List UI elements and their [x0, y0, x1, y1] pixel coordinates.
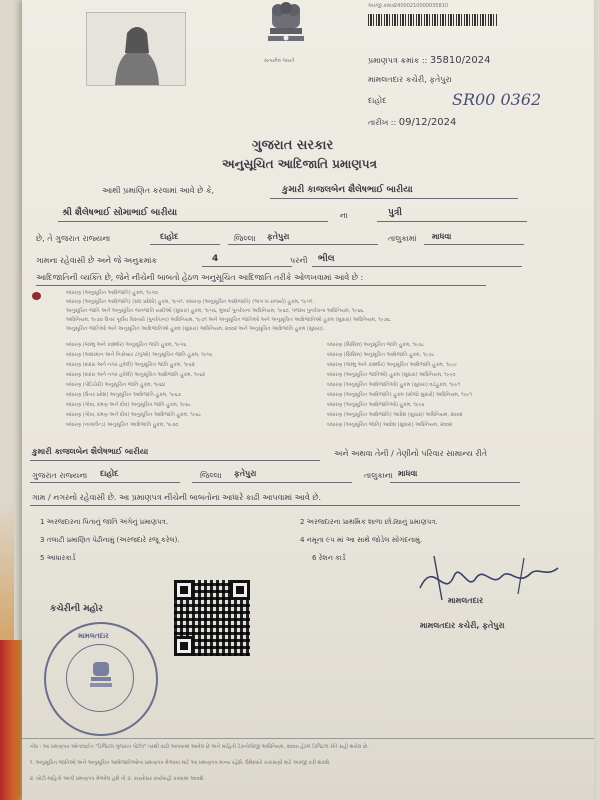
government-title: ગુજરાત સરકાર — [252, 138, 334, 153]
issue-date: 09/12/2024 — [398, 117, 457, 128]
certificate-title: અનુસૂચિત આદિજાતિ પ્રમાણપત્ર — [222, 157, 377, 171]
taluka-label: તાલુકામાં — [388, 234, 417, 243]
handwritten-register-number: SR00 0362 — [452, 90, 542, 109]
order-right-item: બંધારણ (અનુસૂચિત આદિજાતિ) આદેશ (સુધારા) અધિનિયમ, ૨૦૦૨ — [327, 412, 463, 418]
office-name: મામલતદાર કચેરી, ફતેપુરા — [368, 75, 452, 84]
ink-blot — [32, 292, 41, 300]
basis-item: 2 અરજદારના પ્રાથમિક શાળા છોડ્યાનું પ્રમાણપત્ર. — [300, 518, 438, 526]
district-label: દાહોદ — [368, 96, 387, 105]
law-line: અધિનિયમ, ૧૯૭૦ ઉત્તર પૂર્વીય વિસ્તારો (પુનર્રચના) અધિનિયમ, ૧૯૭૧ અને અનુસૂચિત જાતિઓ અને અનુસૂચિત આદિજાતિઓ હુકમ (સુધારા) અધિનિયમ, ૧૯૭૬. — [66, 317, 392, 323]
applicant-name: કુમારી કાજલબેન શૈલેષભાઈ બારીયા — [282, 185, 413, 195]
application-number-label: અરજી ક્રમાંક — [368, 3, 396, 9]
date-label: તારીખ — [368, 118, 389, 127]
order-left-item: બંધારણ (દાદરા અને નગર હવેલી) અનુસૂચિત જાતિ હુકમ, ૧૯૬૨ — [66, 362, 195, 368]
seal-ring-text: મામલતદાર — [78, 632, 109, 640]
order-left-item: બંધારણ (પોંડિચેરી) અનુસૂચિત જાતિ હુકમ, ૧૯૬૪ — [66, 382, 166, 388]
father-name: શ્રી શૈલેષભાઈ સોમાભાઈ બારીયા — [62, 208, 178, 218]
basis-item: 3 તલાટી પ્રમાણિત પેઢીનામું (અરજદારે રજૂ કરેલ). — [40, 536, 180, 544]
law-line: અનુસૂચિત જાતિઓ અને અનુસૂચિત આદિજાતિઓ હુકમ (સુધારા) અધિનિયમ, ૨૦૦૨ અને અનુસૂચિત આદિજાતિ હુકમ (સુધારા). — [66, 326, 325, 332]
pachhi-label: પરની — [290, 256, 308, 265]
order-right-item: બંધારણ (અનુસૂચિત આદિજાતિઓ) હુકમ (સુધારા) વટહુકમ, ૧૯૯૧ — [327, 382, 461, 388]
order-right-item: બંધારણ (અનુસૂચિત જાતિ) આદેશ (સુધારા) અધિનિયમ, ૨૦૦૨ — [327, 422, 453, 428]
certificate-number-label: પ્રમાણપત્ર ક્રમાંક — [368, 56, 420, 65]
barcode — [368, 14, 498, 26]
order-left-item: બંધારણ (નાગાલેન્ડ) અનુસૂચિત આદિજાતિ હુકમ, ૧૯૭૦ — [66, 422, 179, 428]
signatory-office: મામલતદાર કચેરી, ફતેપુરા — [420, 621, 505, 630]
certificate-document: સત્યમેવ જયતે અરજી ક્રમાંક 24000210000035810 પ્રમાણપત્ર ક્રમાંક :: 35810/2024 મામલતદાર કચેરી, ફતેપુરા દાહોદ SR00 0362 તારીખ :: 09/12/2024 ગુજરાત સરકાર અનુસૂચિત આદિજાતિ પ્રમાણપત્ર આથી પ્રમાણિત કરવામાં આવે છે કે, કુમારી કાજલબેન શૈલેષભાઈ બારીયા શ્રી શૈલેષભાઈ સોમાભાઈ બારીયા ના પુત્રી છે, તે ગુજરાત રાજ્યના દાહોદ જિલ્લા ફતેપુરા તાલુકામાં માધવા ગામના રહેવાસી છે અને જે અનુક્રમાંક 4 પરની ભીલ આદિજાતિની વ્યક્તિ છે, જેને નીચેની બાબતો હેઠળ અનુસૂચિત આદિજાતિ તરીકે ઓળખવામાં આવે છે : બંધારણ (અનુસૂચિત આદિજાતિ) હુકમ, ૧૯૫૦. બંધારણ (અનુસૂચિત આદિજાતિ) (સંઘ પ્રદેશો) હુકમ, ૧૯૫૧. બંધારણ (અનુસૂચિત આદિજાતિ) (ભાગ ખ રાજ્યો) હુકમ, ૧૯૫૧. અનુસૂચિત જાતિ અને અનુસૂચિત જનજાતિ યાદીઓ (સુધારા) હુકમ, ૧૯૫૬, મુંબઈ પુનર્રચના અધિનિયમ, ૧૯૬૦, પંજાબ પુનર્રચના અધિનિયમ, ૧૯૬૬. અધિનિયમ, ૧૯૭૦ ઉત્તર પૂર્વીય વિસ્તારો (પુનર્રચના) અધિનિયમ, ૧૯૭૧ અને અનુસૂચિત જાતિઓ અને અનુસૂચિત આદિજાતિઓ હુકમ (સુધારા) અધિનિયમ, ૧૯૭૬. અનુસૂચિત જાતિઓ અને અનુસૂચિત આદિજાતિઓ હુકમ (સુધારા) અધિનિયમ, ૨૦૦૨ અને અનુસૂચિત આદિજાતિ હુકમ (સુધારા). બંધારણ (જમ્મુ અને કાશ્મીર) અનુસૂચિત જાતિ હુકમ, ૧૯૫૬ બંધારણ (આંદામાન અને નિકોબાર ટાપુઓ) અનુસૂચિત જાતિ હુકમ, ૧૯૫૯ બંધારણ (દાદરા અને નગર હવેલી) અનુસૂચિત જાતિ હુકમ, ૧૯૬૨ બંધારણ (દાદરા અને નગર હવેલી) અનુસૂચિત આદિજાતિ હુકમ, ૧૯૬૨ બંધારણ (પોંડિચેરી) અનુસૂચિત જાતિ હુકમ, ૧૯૬૪ બંધારણ (ઉત્તર પ્રદેશ) અનુસૂચિત આદિજાતિ હુકમ, ૧૯૬૭ બંધારણ (ગોવા, દમણ અને દીવ) અનુસૂચિત જાતિ હુકમ, ૧૯૬૮ બંધારણ (ગોવા, દમણ અને દીવ) અનુસૂચિત આદિજાતિ હુકમ, ૧૯૬૮ બંધારણ (નાગાલેન્ડ) અનુસૂચિત આદિજાતિ હુકમ, ૧૯૭૦ બંધારણ (સિક્કિમ) અનુસૂચિત જાતિ હુકમ, ૧૯૭૮ બંધારણ (સિક્કિમ) અનુસૂચિત આદિજાતિ હુકમ, ૧૯૭૮ બંધારણ (જમ્મુ અને કાશ્મીર) અનુસૂચિત આદિજાતિ હુકમ, ૧૯૮૯ બંધારણ (અનુસૂચિત જાતિઓ) હુકમ (સુધારા) અધિનિયમ, ૧૯૯૦ બંધારણ (અનુસૂચિત આદિજાતિઓ) હુકમ (સુધારા) વટહુકમ, ૧૯૯૧ બંધારણ (અનુસૂચિત આદિજાતિ) હુકમ (બીજો સુધારો) અધિનિયમ, ૧૯૯૧ બંધારણ (અનુસૂચિત આદિજાતિઓ) હુકમ, ૧૯૯૬ બંધારણ (અનુસૂચિત આદિજાતિ) આદેશ (સુધારા) અધિનિયમ, ૨૦૦૨ બંધારણ (અનુસૂચિત જાતિ) આદેશ (સુધારા) અધિનિયમ, ૨૦૦૨ કુમારી કાજલબેન શૈલેષભાઈ બારીયા અને અથવા તેની / તેણીનો પરિવાર સામાન્ય રીતે ગુજરાત રાજ્યના દાહોદ જિલ્લા ફતેપુરા તાલુકાના માધવા ગામ / નગરનો રહેવાસી છે. આ પ્રમાણપત્ર નીચેની બાબતોના આધારે કાઢી આપવામાં આવે છે. 1 અરજદારના પિતાનું જાતિ અંગેનું પ્રમાણપત્ર. 2 અરજદારના પ્રાથમિક શાળા છોડ્યાનું પ્રમાણપત્ર. 3 તલાટી પ્રમાણિત પેઢીનામું (અરજદારે રજૂ કરેલ). 4 નમૂના ૯૫ માં આ સાથે જોડેલ સોગંદનામું. 5 આધારકાર્ડ 6 રેશન કાર્ડ મામલતદાર મામલતદાર કચેરી, ફતેપુરા કચેરીની મહોર મામલતદાર નોંધ : આ પ્રમાણપત્ર ઓનલાઈન "ડિજિટલ ગુજરાત પોર્ટલ" પરથી કાઢી આપવામાં આવેલ છે અને માહિતી ટેકનોલોજી અધિનિયમ, ૨૦૦૦ હેઠળ ડિજિટલ રીતે સહી થયેલ છે. ૧. અનુસૂચિત જાતિઓ અને અનુસૂચિત આદિજાતિઓના પ્રમાણપત્ર મેળવવા માટે આ પ્રમાણપત્ર માન્ય રહેશે. ઉમેદવારે ચકાસણી માટે અરજી કરી શકશે. ૨. ખોટી માહિતી આપી પ્રમાણપત્ર મેળવેલ હશે તો ૩. કાયદેસર કાર્યવાહી કરવામાં આવશે. — [22, 0, 594, 800]
order-left-item: બંધારણ (દાદરા અને નગર હવેલી) અનુસૂચિત આદિજાતિ હુકમ, ૧૯૬૨ — [66, 372, 206, 378]
order-right-item: બંધારણ (જમ્મુ અને કાશ્મીર) અનુસૂચિત આદિજાતિ હુકમ, ૧૯૮૯ — [327, 362, 458, 368]
national-emblem — [260, 0, 312, 60]
residence-village: માધવા — [398, 469, 418, 478]
village-value: માધવા — [432, 232, 452, 241]
serial-label: ગામના રહેવાસી છે અને જે અનુક્રમાંક — [36, 256, 158, 265]
tribe-name: ભીલ — [318, 254, 335, 264]
order-left-item: બંધારણ (ગોવા, દમણ અને દીવ) અનુસૂચિત જાતિ હુકમ, ૧૯૬૮ — [66, 402, 191, 408]
residence-district-label: જિલ્લા — [200, 471, 222, 480]
district-value: દાહોદ — [160, 232, 179, 241]
law-line: અનુસૂચિત જાતિ અને અનુસૂચિત જનજાતિ યાદીઓ (સુધારા) હુકમ, ૧૯૫૬, મુંબઈ પુનર્રચના અધિનિયમ, ૧૯૬૦, પંજાબ પુનર્રચના અધિનિયમ, ૧૯૬૬. — [66, 308, 365, 314]
order-left-item: બંધારણ (આંદામાન અને નિકોબાર ટાપુઓ) અનુસૂચિત જાતિ હુકમ, ૧૯૫૯ — [66, 352, 213, 358]
footer-note: નોંધ : આ પ્રમાણપત્ર ઓનલાઈન "ડિજિટલ ગુજરાત પોર્ટલ" પરથી કાઢી આપવામાં આવેલ છે અને માહિતી ટેકનોલોજી અધિનિયમ, ૨૦૦૦ હેઠળ ડિજિટલ રીતે સહી થયેલ છે. — [30, 744, 369, 750]
state-label: છે, તે ગુજરાત રાજ્યના — [36, 234, 111, 243]
background-edge — [0, 500, 14, 650]
basis-item: 6 રેશન કાર્ડ — [312, 554, 346, 562]
district-label-body: જિલ્લા — [234, 234, 256, 243]
basis-item: 1 અરજદારના પિતાનું જાતિ અંગેનું પ્રમાણપત્ર. — [40, 518, 169, 526]
order-left-item: બંધારણ (ઉત્તર પ્રદેશ) અનુસૂચિત આદિજાતિ હુકમ, ૧૯૬૭ — [66, 392, 181, 398]
residence-taluka: ફતેપુરા — [234, 469, 257, 478]
qr-code — [174, 580, 250, 656]
office-seal — [44, 622, 158, 736]
emblem-caption: સત્યમેવ જયતે — [264, 58, 295, 64]
serial-number: 4 — [212, 254, 219, 264]
basis-item: 5 આધારકાર્ડ — [40, 554, 76, 562]
certify-prefix: આથી પ્રમાણિત કરવામાં આવે છે કે, — [102, 186, 215, 195]
order-right-item: બંધારણ (અનુસૂચિત જાતિઓ) હુકમ (સુધારા) અધિનિયમ, ૧૯૯૦ — [327, 372, 456, 378]
applicant-photo — [86, 12, 186, 86]
residence-district: દાહોદ — [100, 469, 119, 478]
order-left-item: બંધારણ (ગોવા, દમણ અને દીવ) અનુસૂચિત આદિજાતિ હુકમ, ૧૯૬૮ — [66, 412, 202, 418]
certificate-number: 35810/2024 — [429, 55, 491, 66]
residence-taluka-label: તાલુકાના — [364, 471, 393, 480]
taluka-value: ફતેપુરા — [267, 232, 290, 241]
applicant-name-repeat: કુમારી કાજલબેન શૈલેષભાઈ બારીયા — [32, 447, 149, 456]
footer-note: ૨. ખોટી માહિતી આપી પ્રમાણપત્ર મેળવેલ હશે તો ૩. કાયદેસર કાર્યવાહી કરવામાં આવશે. — [30, 776, 206, 782]
relation: પુત્રી — [388, 208, 402, 218]
footer-note: ૧. અનુસૂચિત જાતિઓ અને અનુસૂચિત આદિજાતિઓના પ્રમાણપત્ર મેળવવા માટે આ પ્રમાણપત્ર માન્ય રહેશે. ઉમેદવારે ચકાસણી માટે અરજી કરી શકશે. — [30, 760, 331, 766]
seal-emblem-icon — [88, 658, 114, 696]
application-number: 24000210000035810 — [394, 3, 449, 9]
na-label: ના — [340, 211, 348, 220]
tribe-declaration: આદિજાતિની વ્યક્તિ છે, જેને નીચેની બાબતો હેઠળ અનુસૂચિત આદિજાતિ તરીકે ઓળખવામાં આવે છે : — [36, 273, 364, 282]
order-left-item: બંધારણ (જમ્મુ અને કાશ્મીર) અનુસૂચિત જાતિ હુકમ, ૧૯૫૬ — [66, 342, 187, 348]
law-line: બંધારણ (અનુસૂચિત આદિજાતિ) હુકમ, ૧૯૫૦. — [66, 290, 160, 296]
order-right-item: બંધારણ (સિક્કિમ) અનુસૂચિત જાતિ હુકમ, ૧૯૭૮ — [327, 342, 425, 348]
signatory-title: મામલતદાર — [448, 596, 484, 605]
family-residence-text: અને અથવા તેની / તેણીનો પરિવાર સામાન્ય રીતે — [334, 449, 488, 458]
seal-label: કચેરીની મહોર — [50, 604, 103, 614]
order-right-item: બંધારણ (અનુસૂચિત આદિજાતિ) હુકમ (બીજો સુધારો) અધિનિયમ, ૧૯૯૧ — [327, 392, 472, 398]
residence-state: ગુજરાત રાજ્યના — [32, 471, 88, 480]
order-right-item: બંધારણ (અનુસૂચિત આદિજાતિઓ) હુકમ, ૧૯૯૬ — [327, 402, 425, 408]
law-line: બંધારણ (અનુસૂચિત આદિજાતિ) (સંઘ પ્રદેશો) હુકમ, ૧૯૫૧. બંધારણ (અનુસૂચિત આદિજાતિ) (ભાગ ખ રાજ્યો) હુકમ, ૧૯૫૧. — [66, 299, 315, 305]
basis-statement: ગામ / નગરનો રહેવાસી છે. આ પ્રમાણપત્ર નીચેની બાબતોના આધારે કાઢી આપવામાં આવે છે. — [32, 493, 322, 502]
order-right-item: બંધારણ (સિક્કિમ) અનુસૂચિત આદિજાતિ હુકમ, ૧૯૭૮ — [327, 352, 435, 358]
basis-item: 4 નમૂના ૯૫ માં આ સાથે જોડેલ સોગંદનામું. — [300, 536, 423, 544]
